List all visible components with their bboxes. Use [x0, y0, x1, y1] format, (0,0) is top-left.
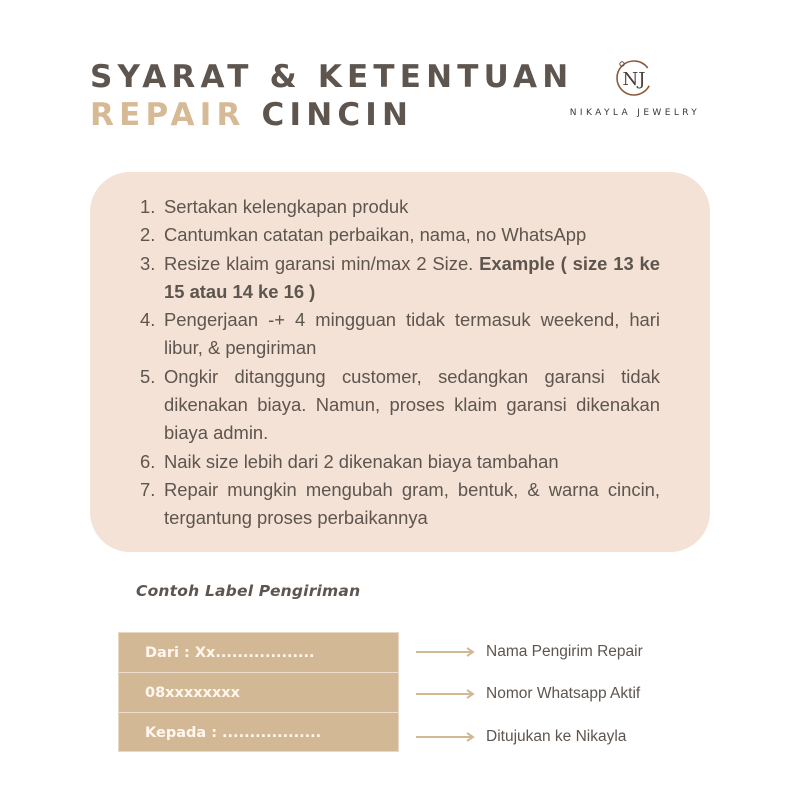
- brand-logo: [560, 55, 710, 125]
- term-item: 1. Sertakan kelengkapan produk: [140, 196, 409, 217]
- brand-name: NIKAYLA JEWELRY: [569, 108, 701, 118]
- annotation-phone: Nomor Whatsapp Aktif: [416, 684, 640, 704]
- title-accent-word: REPAIR: [90, 97, 246, 133]
- label-row-sender: Dari : Xx..................: [119, 633, 398, 673]
- shipping-label-example: [118, 632, 399, 752]
- svg-text:NJ: NJ: [622, 69, 646, 90]
- arrow-right-icon: [416, 688, 476, 700]
- term-item: 5. Ongkir ditanggung customer, sedangkan garansi tidak dikenakan biaya. Namun, proses klaim garansi dikenakan biaya admin.: [140, 365, 660, 444]
- label-row-recipient: Kepada : ..................: [145, 725, 322, 741]
- term-item: 4. Pengerjaan -+ 4 mingguan tidak termasuk weekend, hari libur, & pengiriman: [140, 309, 660, 359]
- annotation-recipient: Ditujukan ke Nikayla: [416, 727, 626, 747]
- annotation-sender: Nama Pengirim Repair: [416, 642, 643, 662]
- label-row-phone: 08xxxxxxxx: [119, 673, 398, 713]
- terms-list: [140, 193, 660, 533]
- term-item: 2. Cantumkan catatan perbaikan, nama, no WhatsApp: [140, 224, 587, 246]
- title-rest: CINCIN: [245, 97, 414, 133]
- term-item: 3. Resize klaim garansi min/max 2 Size. Example ( size 13 ke 15 atau 14 ke 16 ): [140, 252, 660, 302]
- page-title: [90, 58, 573, 134]
- ring-monogram-icon: [613, 57, 655, 99]
- arrow-right-icon: [416, 646, 476, 658]
- term-item: 6. Naik size lebih dari 2 dikenakan biaya tambahan: [140, 450, 559, 472]
- term-example-bold: Example ( size 13 ke 15 atau 14 ke 16 ): [164, 252, 660, 302]
- arrow-right-icon: [416, 731, 476, 743]
- title-line-2: [90, 96, 573, 134]
- title-line-1: SYARAT & KETENTUAN: [90, 59, 574, 95]
- term-item: 7. Repair mungkin mengubah gram, bentuk, & warna cincin, tergantung proses perbaikannya: [140, 478, 660, 529]
- shipping-label-heading: Contoh Label Pengiriman: [136, 582, 361, 600]
